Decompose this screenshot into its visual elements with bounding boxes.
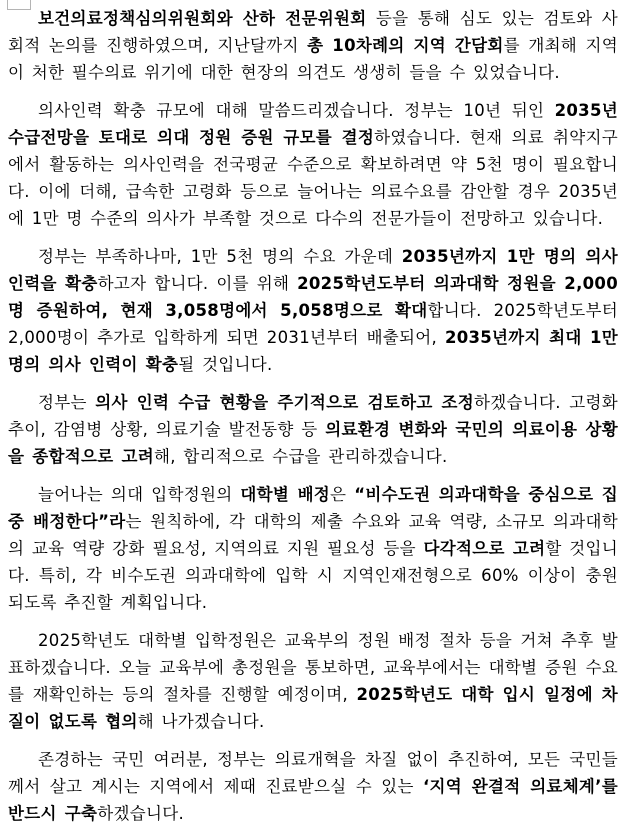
emphasis-text: 2035년까지 1만 명의 의사인력을 확충 [8, 247, 618, 293]
emphasis-text: 2025학년도 대학 입시 일정에 차질이 없도록 협의 [8, 685, 618, 731]
body-text: 될 것입니다. [178, 355, 273, 374]
body-text: 하겠습니다. 고령화 추이, 감염병 상황, 의료기술 발전동향 등 [8, 393, 619, 439]
paragraph [8, 389, 618, 470]
body-text: 2025학년도 대학별 입학정원은 교육부의 정원 배정 절차 등을 거쳐 추후 발표하겠습니다. 오늘 교육부에 총정원을 통보하면, 교육부에서는 대학별 증원 수요를 재확인하는 등의 절차를 진행할 예정이며, [8, 631, 618, 704]
body-text: 해, 합리적으로 수급을 관리하겠습니다. [154, 447, 448, 466]
body-text: 하겠습니다. [97, 804, 184, 823]
paragraph [8, 5, 618, 86]
body-text: 등을 통해 심도 있는 검토와 사회적 논의를 진행하였으며, 지난달까지 [8, 9, 618, 55]
emphasis-text: 총 10차례의 지역 간담회 [307, 36, 504, 55]
body-text: 정부는 [38, 393, 96, 412]
body-text: 하였습니다. 현재 의료 취약지구에서 활동하는 의사인력을 전국평균 수준으로 확보하려면 약 5천 명이 필요합니다. 이에 더해, 급속한 고령화 등으로 늘어나는 의료수요를 감안할 경우 2035년에 1만 명 수준의 의사가 부족할 것으로 다수의 전문가들이 전망하고 있습니다. [8, 128, 618, 228]
body-text: 의사인력 확충 규모에 대해 말씀드리겠습니다. 정부는 10년 뒤인 [38, 101, 555, 120]
body-text: 는 원칙하에, 각 대학의 제출 수요와 교육 역량, 소규모 의과대학의 교육 역량 강화 필요성, 지역의료 지원 필요성 등을 [8, 512, 619, 558]
emphasis-text: 의사 인력 수급 현황을 주기적으로 검토하고 조정 [95, 393, 475, 412]
emphasis-text: 2035년까지 최대 1만 명의 의사 인력이 확충 [8, 328, 618, 374]
body-text: 은 [330, 485, 355, 504]
body-text: 해 나가겠습니다. [137, 712, 265, 731]
body-text: 할 것입니다. 특히, 각 비수도권 의과대학에 입학 시 지역인재전형으로 60% 이상이 충원되도록 추진할 계획입니다. [8, 539, 618, 612]
emphasis-text: 2035년 수급전망을 토대로 의대 정원 증원 규모를 결정 [8, 101, 618, 147]
body-text: 정부는 부족하나마, 1만 5천 명의 수요 가운데 [38, 247, 402, 266]
body-text: 늘어나는 의대 입학정원의 [38, 485, 241, 504]
paragraph [8, 481, 618, 616]
paragraph [8, 627, 618, 735]
emphasis-text: 보건의료정책심의위원회와 산하 전문위원회 [38, 9, 367, 28]
emphasis-text: 의료환경 변화와 국민의 의료이용 상황을 종합적으로 고려 [8, 420, 618, 466]
paragraph [8, 746, 618, 827]
body-text: 존경하는 국민 여러분, 정부는 의료개혁을 차질 없이 추진하여, 모든 국민들께서 살고 계시는 지역에서 제때 진료받으실 수 있는 [8, 750, 618, 796]
body-text: 합니다. 2025학년도부터 2,000명이 추가로 입학하게 되면 2031년부터 배출되어, [8, 301, 618, 347]
emphasis-text: 다각적으로 고려 [423, 539, 546, 558]
emphasis-text: 2025학년도부터 의과대학 정원을 2,000명 증원하여, 현재 3,058명에서 5,058명으로 확대 [8, 274, 618, 320]
emphasis-text: ‘지역 완결적 의료체계’를 반드시 구축 [8, 777, 618, 823]
body-text: 를 개최해 지역이 처한 필수의료 위기에 대한 현장의 의견도 생생히 들을 수 있었습니다. [8, 36, 618, 82]
paragraph [8, 97, 618, 232]
emphasis-text: 대학별 배정 [240, 485, 331, 504]
emphasis-text: “비수도권 의과대학을 중심으로 집중 배정한다”라 [8, 485, 618, 531]
paragraph [8, 243, 618, 378]
body-text: 하고자 합니다. 이를 위해 [97, 274, 298, 293]
